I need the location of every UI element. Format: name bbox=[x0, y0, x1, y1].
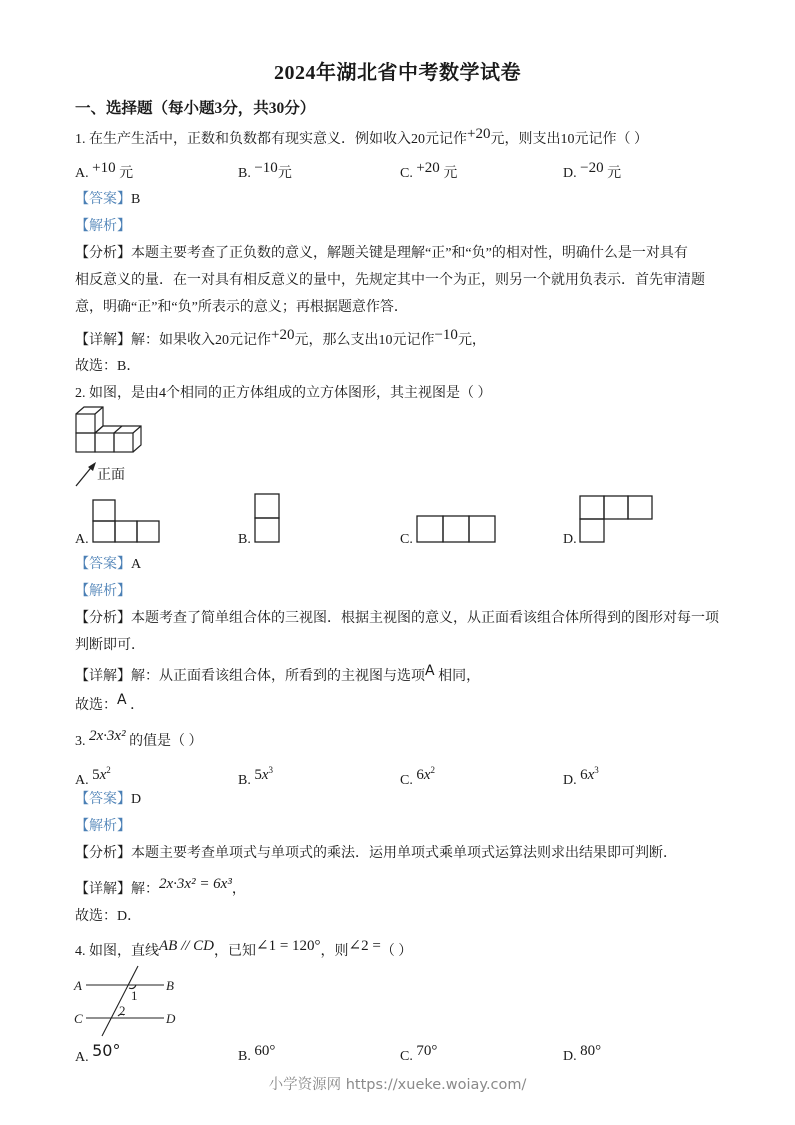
option-b-figure bbox=[254, 493, 282, 545]
question-1-stem: 1. 在生产生活中，正数和负数都有现实意义．例如收入20元记作+20元，则支出10元记作（ ） bbox=[75, 126, 648, 147]
question-3-xiangjie: 【详解】解：2x·3x² = 6x³， bbox=[75, 876, 246, 897]
question-2-fenxi-2: 判断即可． bbox=[75, 638, 145, 653]
question-3-conclusion: 故选：D． bbox=[75, 909, 142, 924]
question-3-answer: 【答案】D bbox=[75, 792, 142, 807]
question-2-fenxi-1: 【分析】本题考查了简单组合体的三视图．根据主视图的意义，从正面看该组合体所得到的图形对每一项 bbox=[75, 611, 719, 626]
question-1-xiangjie: 【详解】解：如果收入20元记作+20元，那么支出10元记作−10元， bbox=[75, 327, 486, 348]
watermark: 小学资源网 https://xueke.woiay.com/ bbox=[268, 1077, 527, 1093]
question-2-stem: 2. 如图，是由4个相同的正方体组成的立方体图形，其主视图是（ ） bbox=[75, 386, 492, 401]
point-c-label: C bbox=[74, 1011, 83, 1026]
page-title: 2024年湖北省中考数学试卷 bbox=[274, 62, 521, 84]
question-1-option-a: A. +10 元 bbox=[75, 160, 134, 181]
question-1-option-d: D. −20 元 bbox=[563, 160, 622, 181]
question-2-option-a-label: A. bbox=[75, 532, 89, 547]
question-1-fenxi-3: 意，明确“正”和“负”所表示的意义；再根据题意作答． bbox=[75, 300, 408, 315]
question-4-stem: 4. 如图，直线AB // CD，已知∠1 = 120°，则∠2 =（ ） bbox=[75, 938, 413, 959]
front-label: 正面 bbox=[97, 468, 125, 483]
question-3-fenxi-1: 【分析】本题主要考查单项式与单项式的乘法．运用单项式乘单项式运算法则求出结果即可判断． bbox=[75, 846, 677, 861]
question-1-analysis-tag: 【解析】 bbox=[75, 219, 131, 234]
question-3-option-b: B. $5x^3$ bbox=[238, 765, 274, 788]
question-2-option-b-label: B. bbox=[238, 532, 251, 547]
angle-1-label: 1 bbox=[131, 988, 138, 1003]
question-2-answer: 【答案】A bbox=[75, 557, 142, 572]
option-a-figure bbox=[92, 499, 162, 545]
angle-2-label: 2 bbox=[119, 1003, 126, 1018]
question-2-option-c-label: C. bbox=[400, 532, 413, 547]
question-3-option-a: A. $5x^2$ bbox=[75, 765, 111, 788]
question-4-option-c: C. 70° bbox=[400, 1043, 438, 1064]
question-3-stem: 3. 2x·3x² 的值是（ ） bbox=[75, 728, 203, 749]
question-4-option-a: A. 50° bbox=[75, 1041, 121, 1065]
question-2-analysis-tag: 【解析】 bbox=[75, 584, 131, 599]
question-2-option-d-label: D. bbox=[563, 532, 577, 547]
point-d-label: D bbox=[166, 1011, 176, 1026]
question-2-conclusion: 故选：A ． bbox=[75, 692, 145, 713]
question-1-fenxi-1: 【分析】本题主要考查了正负数的意义，解题关键是理解“正”和“负”的相对性，明确什么是一对具有 bbox=[75, 246, 688, 261]
question-1-option-c: C. +20 元 bbox=[400, 160, 458, 181]
question-3-analysis-tag: 【解析】 bbox=[75, 819, 131, 834]
question-3-option-d: D. $6x^3$ bbox=[563, 765, 599, 788]
section-heading: 一、选择题（每小题3分，共30分） bbox=[75, 100, 316, 117]
point-a-label: A bbox=[74, 978, 82, 993]
question-1-conclusion: 故选：B． bbox=[75, 359, 141, 374]
question-1-fenxi-2: 相反意义的量．在一对具有相反意义的量中，先规定其中一个为正，则另一个就用负表示．首先审清题 bbox=[75, 273, 705, 288]
parallel-lines-figure bbox=[72, 964, 192, 1040]
question-2-xiangjie: 【详解】解：从正面看该组合体，所看到的主视图与选项A 相同， bbox=[75, 663, 481, 684]
question-1-answer: 【答案】B bbox=[75, 192, 141, 207]
question-4-option-b: B. 60° bbox=[238, 1043, 276, 1064]
option-d-figure bbox=[579, 495, 655, 545]
question-4-option-d: D. 80° bbox=[563, 1043, 602, 1064]
option-c-figure bbox=[416, 515, 498, 545]
question-1-option-b: B. −10元 bbox=[238, 160, 292, 181]
point-b-label: B bbox=[166, 978, 174, 993]
question-3-option-c: C. $6x^2$ bbox=[400, 765, 436, 788]
